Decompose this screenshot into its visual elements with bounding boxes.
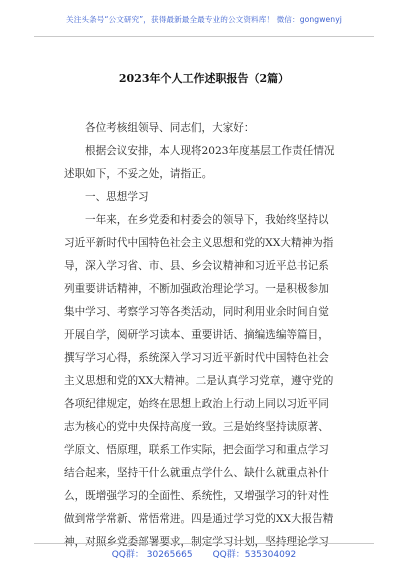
paragraph-line: 集中学习、考察学习等各类活动，同时利用业余时间自觉 [64, 306, 329, 318]
paragraph-line: 各项纪律规定，始终在思想上政治上行动上同以习近平同 [64, 398, 329, 410]
footer-qq-group-2: QQ群：535304092 [212, 550, 297, 560]
paragraph-line: 导，深入学习省、市、县、乡会议精神和习近平总书记系 [64, 260, 329, 272]
section-heading: 一、思想学习 [85, 191, 149, 203]
paragraph-line: 结合起来，坚持干什么就重点学什么、缺什么就重点补什 [64, 467, 329, 479]
header-divider [34, 36, 374, 37]
document-body [64, 117, 344, 554]
paragraph-line: 一年来，在乡党委和村委会的领导下，我始终坚持以 [85, 214, 329, 226]
paragraph-line: 学原文、悟原理，联系工作实际，把会面学习和重点学习 [64, 444, 329, 456]
paragraph-line: 各位考核组领导、同志们，大家好： [85, 122, 255, 134]
paragraph-line: 做到常学常新、常悟常进。四是通过学习党的XX大报告精 [64, 513, 334, 525]
paragraph-line: 习近平新时代中国特色社会主义思想和党的XX大精神为指 [64, 237, 334, 249]
paragraph-line: 么，既增强学习的全面性、系统性，又增强学习的针对性 [64, 490, 329, 502]
document-title: 2023年个人工作述职报告（2篇） [118, 72, 290, 85]
paragraph-line: 开展自学，阅研学习读本、重要讲话、摘编选编等篇目， [64, 329, 329, 341]
paragraph-line: 主义思想和党的XX大精神。二是认真学习党章，遵守党的 [64, 375, 334, 387]
footer-qq-group-1: QQ群： 30265665 [111, 550, 193, 560]
footer [0, 547, 408, 560]
paragraph-line: 神，对照乡党委部署要求，制定学习计划，坚持理论学习 [64, 536, 329, 548]
footer-divider [34, 543, 374, 544]
paragraph-line: 志为核心的党中央保持高度一致。三是始终坚持读原著、 [64, 421, 329, 433]
header-banner: 关注头条号“公文研究”，获得最新最全最专业的公文资料库！ 微信：gongwenyj [66, 15, 342, 24]
paragraph-line: 列重要讲话精神，不断加强政治理论学习。一是积极参加 [64, 283, 329, 295]
paragraph-line: 根据会议安排，本人现将2023年度基层工作责任情况 [85, 145, 335, 157]
paragraph-line: 撰写学习心得，系统深入学习习近平新时代中国特色社会 [64, 352, 329, 364]
paragraph-line: 述职如下，不妥之处，请指正。 [64, 168, 213, 180]
